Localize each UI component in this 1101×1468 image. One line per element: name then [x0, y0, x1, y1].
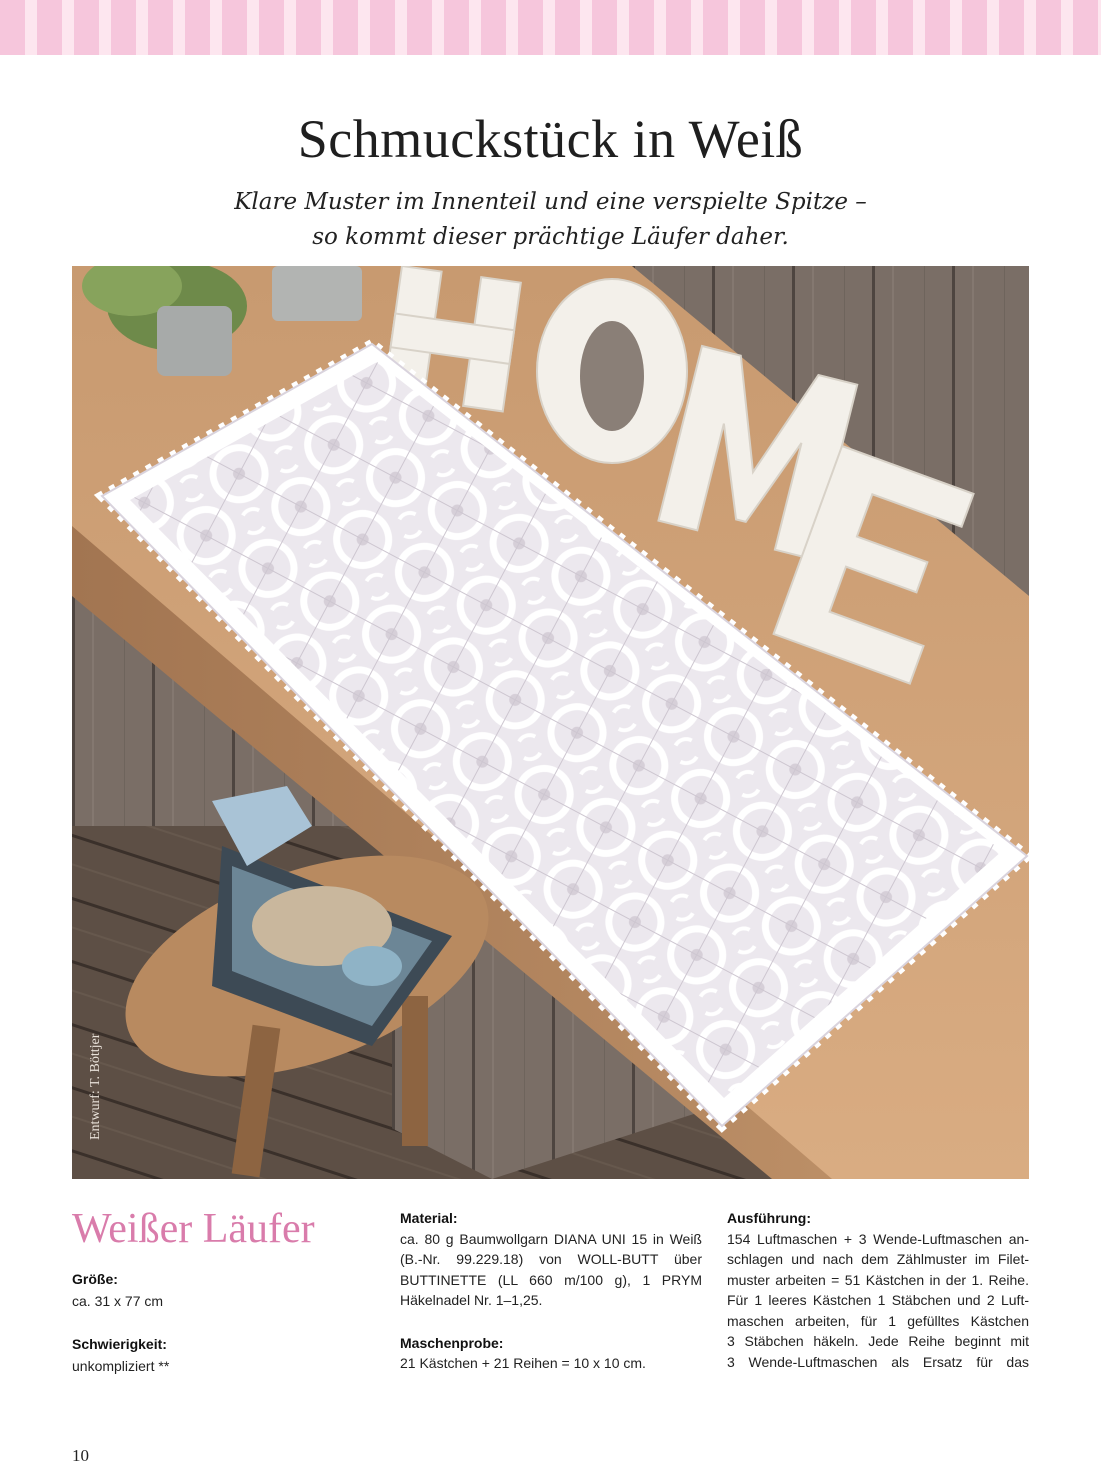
photo-credit: Entwurf: T. Böttjer	[88, 1033, 103, 1140]
instructions-line: 3 Wende-Luftmaschen als Ersatz für das	[727, 1353, 1029, 1370]
material-section	[400, 1208, 702, 1374]
material-line: (B.-Nr. 99.229.18) von WOLL-BUTT über	[400, 1251, 702, 1267]
decorative-stripe-border	[0, 0, 1101, 55]
instructions-line: Für 1 leeres Kästchen 1 Stäbchen und 2 Luft-	[727, 1292, 1029, 1308]
page-subtitle	[0, 185, 1101, 255]
instructions-section	[727, 1208, 1029, 1372]
instructions-label: Ausführung:	[727, 1210, 811, 1226]
material-line: ca. 80 g Baumwollgarn DIANA UNI 15 in Weiß	[400, 1230, 702, 1247]
article-heading: Weißer Läufer	[72, 1206, 315, 1252]
material-line: BUTTINETTE (LL 660 m/100 g), 1 PRYM	[400, 1271, 702, 1288]
page-title: Schmuckstück in Weiß	[297, 109, 804, 169]
difficulty-value: unkompliziert **	[72, 1358, 170, 1374]
page-number: 10	[72, 1446, 89, 1465]
difficulty-label: Schwierigkeit:	[72, 1336, 167, 1352]
instructions-line: maschen arbeiten, für 1 gefülltes Kästchen	[727, 1312, 1029, 1329]
gauge-label: Maschenprobe:	[400, 1334, 504, 1351]
size-label: Größe:	[72, 1271, 118, 1287]
instructions-line: 3 Stäbchen häkeln. Jede Reihe beginnt mit	[727, 1333, 1029, 1349]
size-value: ca. 31 x 77 cm	[72, 1293, 164, 1309]
home-letter-o	[537, 279, 687, 463]
table-runner-photo	[72, 266, 1029, 1179]
subtitle-line-2: so kommt dieser prächtige Läufer daher.	[312, 224, 789, 250]
instructions-line: schlagen und nach dem Zählmuster im Filet-	[727, 1251, 1029, 1267]
subtitle-line-1: Klare Muster im Innenteil und eine verspielte Spitze –	[234, 189, 867, 215]
photo-illustration	[72, 266, 1029, 1179]
material-line: Häkelnadel Nr. 1–1,25.	[400, 1292, 543, 1308]
material-label: Material:	[400, 1210, 458, 1226]
instructions-line: 154 Luftmaschen + 3 Wende-Luftmaschen an-	[727, 1230, 1029, 1247]
instructions-line: muster arbeiten = 51 Kästchen in der 1. Reihe.	[727, 1271, 1029, 1288]
gauge-value: 21 Kästchen + 21 Reihen = 10 x 10 cm.	[400, 1355, 646, 1371]
